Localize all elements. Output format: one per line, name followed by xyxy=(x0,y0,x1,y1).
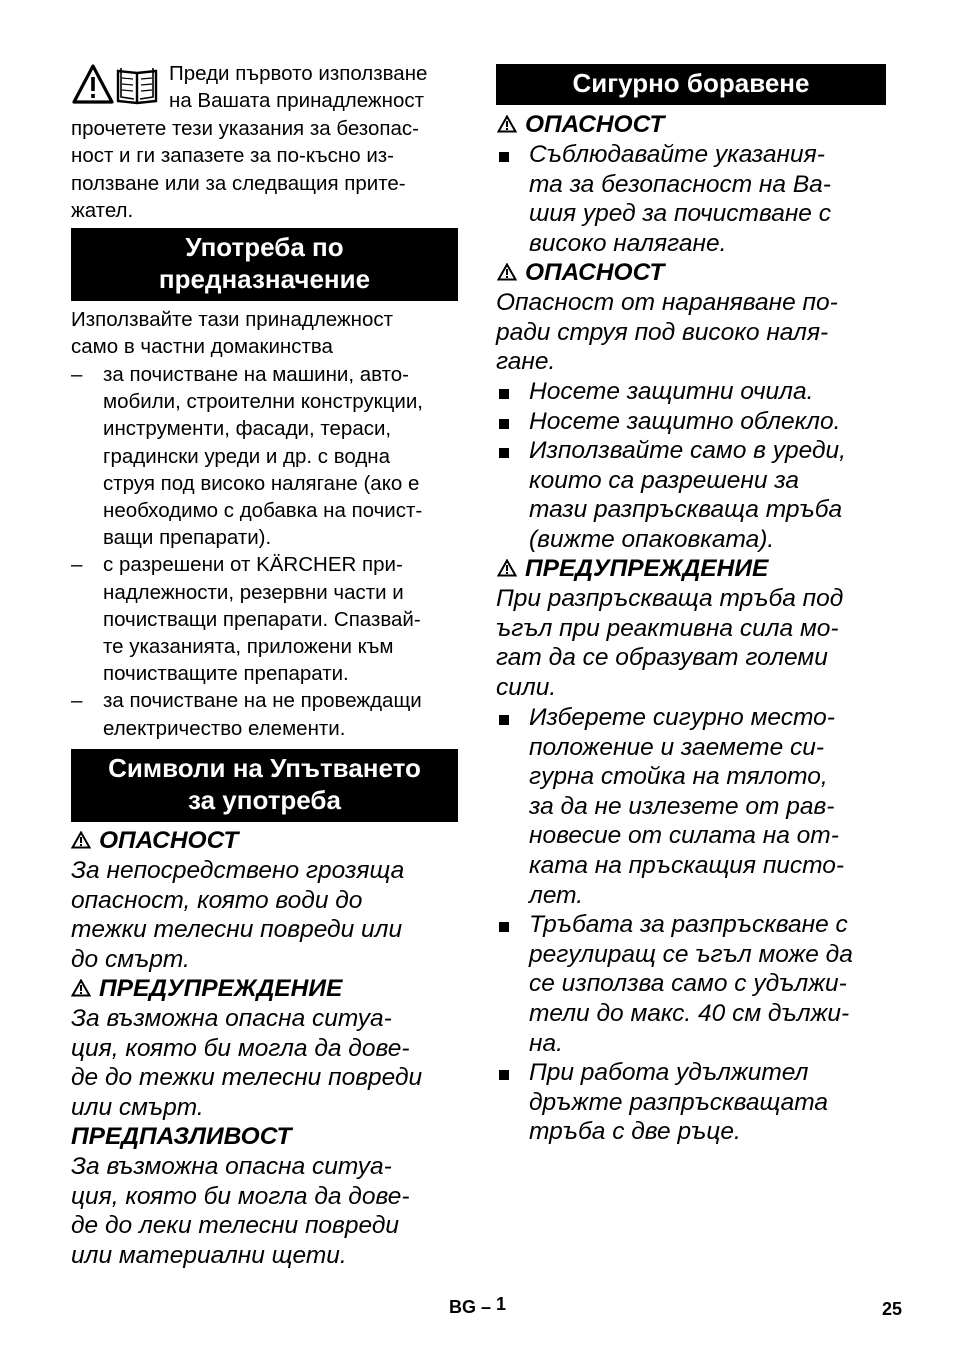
list-item: – за почистване на машини, авто- мобили, строителни конструкции, инструменти, фасади, тераси, градински уреди и др. с водна струя под високо налягане (ако е необходимо с добавка на почист- ващи препарати). xyxy=(71,363,423,550)
safe-danger1-label: ОПАСНОСТ xyxy=(497,110,664,140)
intro-line: Преди първото използване xyxy=(169,62,428,85)
bullet-square-icon xyxy=(499,389,509,399)
bullet-square-icon xyxy=(499,1070,509,1080)
bullet-square-icon xyxy=(499,419,509,429)
symbols-warning-label: ПРЕДУПРЕЖДЕНИЕ xyxy=(71,974,342,1004)
symbols-caution-label: ПРЕДПАЗЛИВОСТ xyxy=(71,1123,292,1150)
symbols-caution-text: За възможна опасна ситуа- ция, която би могла да дове- де до леки телесни повреди или материални щети. xyxy=(71,1153,410,1269)
symbols-danger-text: За непосредствено грозяща опасност, която води до тежки телесни повреди или до смърт. xyxy=(71,857,405,973)
list-item: Изберете сигурно место- положение и заемете си- гурна стойка на тялото, за да не излезете от рав- новесие от силата на от- ката на пръскащия писто- лет. xyxy=(496,703,891,910)
list-item: При работа удължител дръжте разпръскващата тръба с две ръце. xyxy=(496,1058,891,1147)
intro-icons xyxy=(71,63,163,107)
warning-triangle-icon xyxy=(71,831,91,849)
list-item: Тръбата за разпръскване с регулиращ се ъгъл може да се използва само с удължи- тели до макс. 40 см дължи- на. xyxy=(496,910,891,1058)
list-item: Носете защитни очила. xyxy=(496,377,891,407)
safe-warning-list xyxy=(496,703,891,1147)
safe-danger1-list xyxy=(496,140,891,258)
intended-use-heading: Употреба по предназначение xyxy=(71,228,458,301)
bullet-square-icon xyxy=(499,922,509,932)
symbols-danger-label: ОПАСНОСТ xyxy=(71,826,238,856)
bullet-square-icon xyxy=(499,448,509,458)
safe-warning-text: При разпръскваща тръба под ъгъл при реактивна сила мо- гат да се образуват големи сили. xyxy=(496,585,844,701)
intro-line: на Вашата принадлежност xyxy=(169,89,424,113)
intro-line: прочетете тези указания за безопас- xyxy=(71,116,419,140)
warning-manual-icon xyxy=(71,63,163,107)
warning-triangle-icon xyxy=(497,263,517,281)
intro-line: ползване или за следващия прите- xyxy=(71,171,406,195)
list-item: Съблюдавайте указания- та за безопасност на Ва- шия уред за почистване с високо налягане. xyxy=(496,140,891,258)
safe-handling-heading: Сигурно боравене xyxy=(496,64,886,105)
intro-line: жател. xyxy=(71,199,134,223)
safe-danger2-list xyxy=(496,377,891,555)
list-item: – за почистване на не провеждащи електричество елементи. xyxy=(71,689,422,740)
footer-language-code: BG – 1 xyxy=(449,1294,507,1317)
intended-use-intro: Използвайте тази принадлежност само в частни домакинства xyxy=(71,308,394,359)
page-number: 25 xyxy=(882,1299,903,1319)
safe-danger2-text: Опасност от нараняване по- ради струя под високо наля- гане. xyxy=(496,289,838,376)
warning-triangle-icon xyxy=(497,559,517,577)
list-item: Използвайте само в уреди, които са разрешени за тази разпръскваща тръба (вижте опаковката). xyxy=(496,436,891,554)
bullet-square-icon xyxy=(499,152,509,162)
bullet-square-icon xyxy=(499,715,509,725)
warning-triangle-icon xyxy=(71,979,91,997)
list-item: Носете защитно облекло. xyxy=(496,407,891,437)
intended-use-list xyxy=(71,361,459,742)
intro-note xyxy=(71,60,459,224)
safe-warning-label: ПРЕДУПРЕЖДЕНИЕ xyxy=(497,554,768,584)
symbols-warning-text: За възможна опасна ситуа- ция, която би могла да дове- де до тежки телесни повреди или смърт. xyxy=(71,1005,423,1121)
warning-triangle-icon xyxy=(497,115,517,133)
safe-danger2-label: ОПАСНОСТ xyxy=(497,258,664,288)
intro-line: ност и ги запазете за по-късно из- xyxy=(71,144,394,168)
symbols-heading: Символи на Упътването за употреба xyxy=(71,749,458,822)
list-item: – с разрешени от KÄRCHER при- надлежности, резервни части и почистващи препарати. Спазвай- те указанията, приложени към почистващите препарати. xyxy=(71,553,421,686)
